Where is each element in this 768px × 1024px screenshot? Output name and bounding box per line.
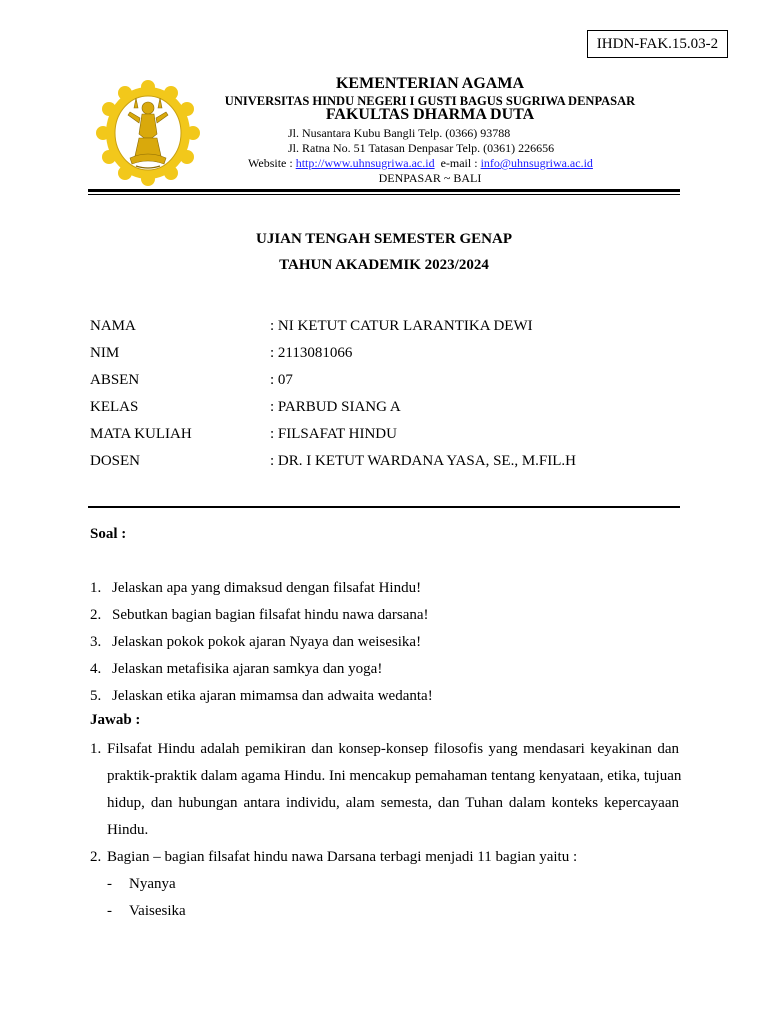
academic-year-title: TAHUN AKADEMIK 2023/2024 <box>279 257 489 273</box>
section-divider <box>88 506 680 508</box>
header-ministry: KEMENTERIAN AGAMA <box>335 75 524 92</box>
question-number: 5. <box>90 688 102 704</box>
document-code-box: IHDN-FAK.15.03-2 <box>587 30 728 58</box>
info-label: KELAS <box>90 399 139 415</box>
answer-line: Filsafat Hindu adalah pemikiran dan konsep-konsep filosofis yang mendasari keyakinan dan <box>107 741 679 757</box>
info-value: : NI KETUT CATUR LARANTIKA DEWI <box>270 318 533 334</box>
email-link[interactable]: info@uhnsugriwa.ac.id <box>480 156 593 170</box>
question-number: 3. <box>90 634 102 650</box>
info-value: : 07 <box>270 372 293 388</box>
info-label: NIM <box>90 345 120 361</box>
info-value: : FILSAFAT HINDU <box>270 426 397 442</box>
header-divider-thin <box>88 194 680 195</box>
answer-line: Bagian – bagian filsafat hindu nawa Darsana terbagi menjadi 11 bagian yaitu : <box>107 849 578 865</box>
header-address-2: Jl. Ratna No. 51 Tatasan Denpasar Telp. (0361) 226656 <box>288 141 555 155</box>
info-label: MATA KULIAH <box>90 426 192 442</box>
list-item-text: Nyanya <box>129 876 176 892</box>
answer-line: hidup, dan hubungan antara individu, alam semesta, dan Tuhan dalam konteks kepercayaan <box>107 795 679 811</box>
question-text: Jelaskan pokok pokok ajaran Nyaya dan weisesika! <box>112 634 422 650</box>
header-divider-thick <box>88 189 680 192</box>
answer-number: 2. <box>90 849 102 865</box>
info-label: ABSEN <box>90 372 140 388</box>
info-value: : 2113081066 <box>270 345 353 361</box>
header-contact <box>248 156 593 171</box>
header-address-1: Jl. Nusantara Kubu Bangli Telp. (0366) 93788 <box>288 126 511 140</box>
answer-line: Hindu. <box>107 822 149 838</box>
question-text: Sebutkan bagian bagian filsafat hindu nawa darsana! <box>112 607 429 623</box>
answer-number: 1. <box>90 741 102 757</box>
jawab-heading: Jawab : <box>90 712 141 728</box>
website-label: Website : <box>248 156 296 170</box>
soal-heading: Soal : <box>90 526 127 542</box>
info-value: : PARBUD SIANG A <box>270 399 401 415</box>
header-university: UNIVERSITAS HINDU NEGERI I GUSTI BAGUS SUGRIWA DENPASAR <box>224 94 636 108</box>
list-dash: - <box>107 876 112 892</box>
question-number: 1. <box>90 580 102 596</box>
info-label: NAMA <box>90 318 136 334</box>
question-text: Jelaskan metafisika ajaran samkya dan yoga! <box>112 661 383 677</box>
info-value: : DR. I KETUT WARDANA YASA, SE., M.FIL.H <box>270 453 576 469</box>
header-city: DENPASAR ~ BALI <box>378 171 482 185</box>
email-label: e-mail : <box>434 156 481 170</box>
header-faculty: FAKULTAS DHARMA DUTA <box>325 106 535 123</box>
info-label: DOSEN <box>90 453 141 469</box>
question-number: 2. <box>90 607 102 623</box>
question-text: Jelaskan apa yang dimaksud dengan filsafat Hindu! <box>112 580 422 596</box>
list-dash: - <box>107 903 112 919</box>
question-text: Jelaskan etika ajaran mimamsa dan adwaita wedanta! <box>112 688 433 704</box>
list-item-text: Vaisesika <box>129 903 186 919</box>
exam-title: UJIAN TENGAH SEMESTER GENAP <box>255 231 513 247</box>
answer-line: praktik-praktik dalam agama Hindu. Ini mencakup pemahaman tentang kenyataan, etika, tujuan <box>107 768 682 784</box>
website-link[interactable]: http://www.uhnsugriwa.ac.id <box>295 156 435 170</box>
question-number: 4. <box>90 661 102 677</box>
